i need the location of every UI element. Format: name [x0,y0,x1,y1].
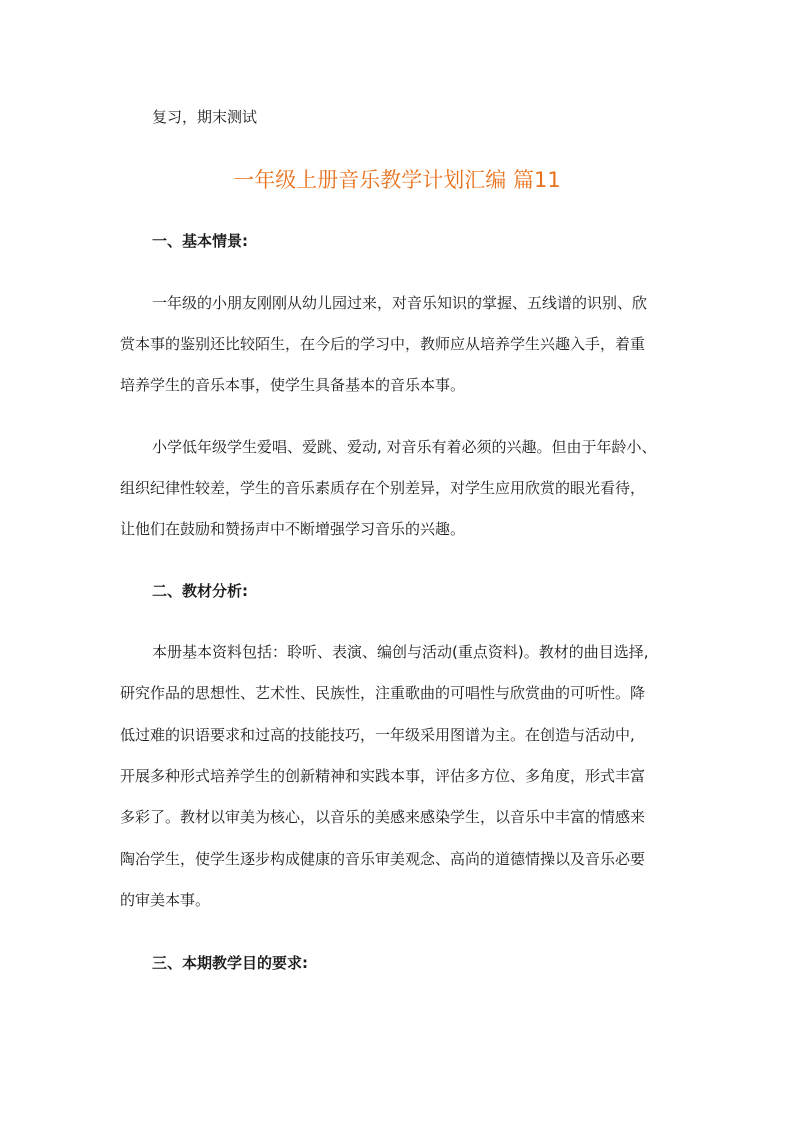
paragraph-line: 研究作品的思想性、艺术性、民族性，注重歌曲的可唱性与欣赏曲的可听性。降 [120,684,646,702]
paragraph-line: 本册基本资料包括：聆听、表演、编创与活动(重点资料)。教材的曲目选择, [152,643,649,661]
paragraph-line: 赏本事的鉴别还比较陌生，在今后的学习中，教师应从培养学生兴趣入手，着重 [120,335,646,353]
document-title: 一年级上册音乐教学计划汇编 篇11 [233,168,561,192]
paragraph-line: 多彩了。教材以审美为核心，以音乐的美感来感染学生，以音乐中丰富的情感来 [120,808,646,826]
top-line-text: 复习，期末测试 [152,108,258,126]
paragraph-line: 低过难的识语要求和过高的技能技巧，一年级采用图谱为主。在创造与活动中, [120,726,635,744]
paragraph-line: 让他们在鼓励和赞扬声中不断增强学习音乐的兴趣。 [120,520,466,538]
paragraph-line: 组织纪律性较差，学生的音乐素质存在个别差异，对学生应用欣赏的眼光看待， [120,479,646,497]
paragraph-line: 小学低年级学生爱唱、爱跳、爱动, 对音乐有着必须的兴趣。但由于年龄小、 [152,438,657,456]
section-heading-2: 二、教材分析: [152,582,248,600]
section-heading-1: 一、基本情景: [152,232,248,250]
paragraph-line: 培养学生的音乐本事，使学生具备基本的音乐本事。 [120,376,466,394]
section-heading-3: 三、本期教学目的要求: [152,954,308,972]
paragraph-line: 一年级的小朋友刚刚从幼儿园过来，对音乐知识的掌握、五线谱的识别、欣 [152,294,648,312]
paragraph-line: 开展多种形式培养学生的创新精神和实践本事，评估多方位、多角度，形式丰富 [120,767,646,785]
paragraph-line: 陶冶学生，使学生逐步构成健康的音乐审美观念、高尚的道德情操以及音乐必要 [120,850,646,868]
paragraph-line: 的审美本事。 [120,891,211,909]
